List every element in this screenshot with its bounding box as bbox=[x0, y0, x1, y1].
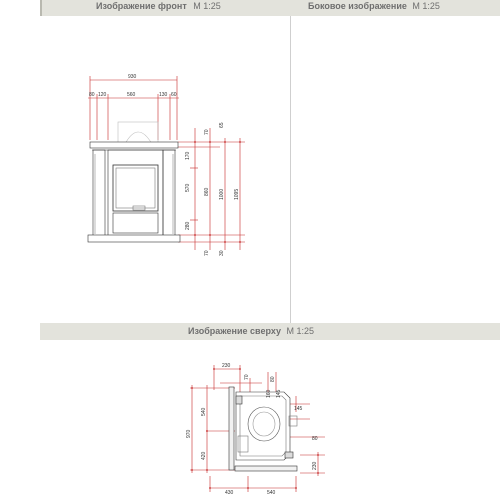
dim-170: 170 bbox=[185, 151, 191, 160]
dim-860: 860 bbox=[204, 187, 210, 196]
dim-80: 80 bbox=[89, 92, 95, 98]
top-dim-230: 230 bbox=[222, 363, 231, 369]
dim-560: 560 bbox=[127, 92, 136, 98]
top-dim-145b: 145 bbox=[276, 389, 282, 398]
top-dim-145: 145 bbox=[294, 406, 303, 412]
top-dim-430: 430 bbox=[225, 490, 234, 496]
top-dim-160: 160 bbox=[266, 389, 272, 398]
dim-280: 280 bbox=[185, 221, 191, 230]
dim-130: 130 bbox=[159, 92, 168, 98]
dim-70-top: 70 bbox=[204, 129, 210, 135]
side-view-title-text: Боковое изображение bbox=[308, 1, 407, 11]
front-view-scale: M 1:25 bbox=[193, 1, 221, 11]
dim-1000: 1000 bbox=[219, 188, 225, 200]
top-dim-70: 70 bbox=[244, 374, 250, 380]
dim-60: 60 bbox=[171, 92, 177, 98]
dim-120: 120 bbox=[98, 92, 107, 98]
dim-1095: 1095 bbox=[234, 188, 240, 200]
dim-570: 570 bbox=[185, 183, 191, 192]
top-dim-230-right: 230 bbox=[312, 461, 318, 470]
top-dim-420: 420 bbox=[201, 451, 207, 460]
dim-70-bottom: 70 bbox=[204, 250, 210, 256]
top-view-scale: M 1:25 bbox=[286, 326, 314, 336]
top-dim-540: 540 bbox=[201, 407, 207, 416]
top-dim-540-bottom: 540 bbox=[267, 490, 276, 496]
top-dim-970: 970 bbox=[186, 429, 192, 438]
dim-930: 930 bbox=[128, 74, 137, 80]
top-view-title-text: Изображение сверху bbox=[188, 326, 281, 336]
side-view-scale: M 1:25 bbox=[412, 1, 440, 11]
dim-65: 65 bbox=[219, 122, 225, 128]
top-dim-80: 80 bbox=[270, 376, 276, 382]
dim-30: 30 bbox=[219, 250, 225, 256]
front-view-title-text: Изображение фронт bbox=[96, 1, 187, 11]
top-dim-80-right: 80 bbox=[312, 436, 318, 442]
